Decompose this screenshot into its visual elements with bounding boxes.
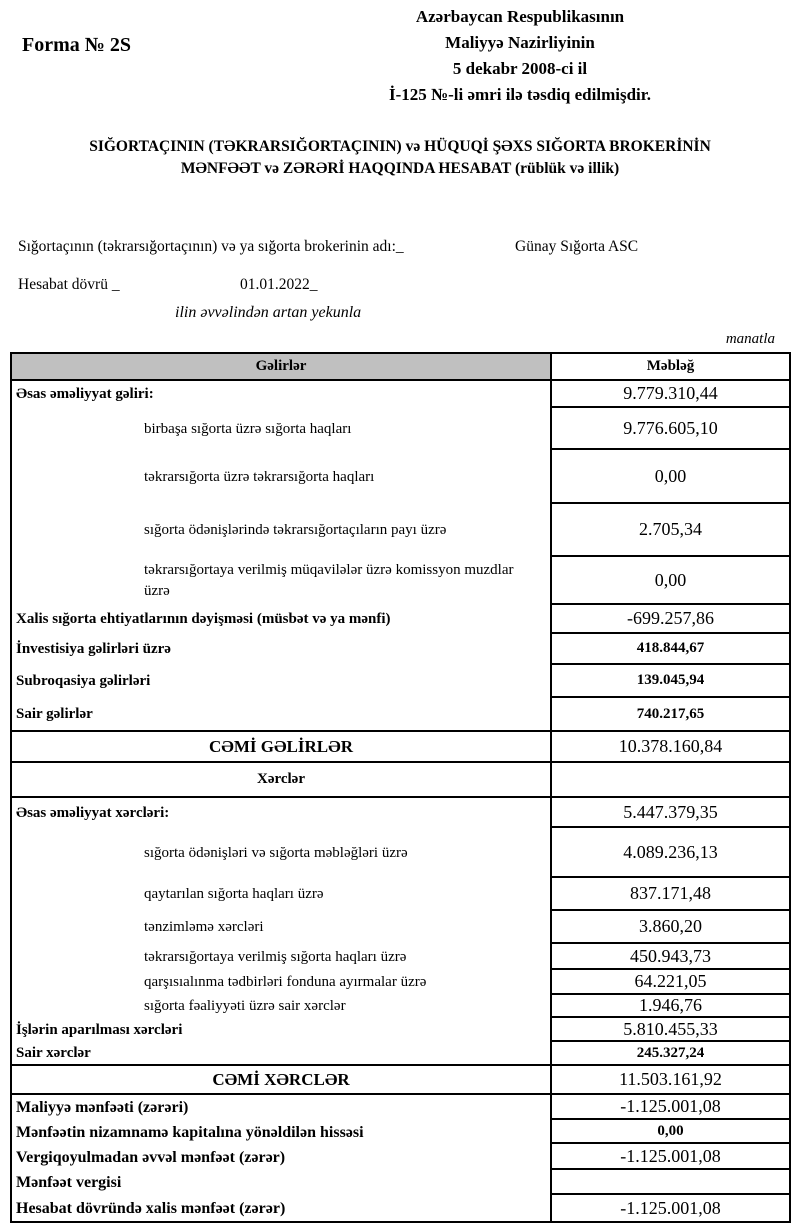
row-value: 0,00 (550, 1120, 789, 1144)
table-row (12, 450, 789, 504)
row-value: 9.779.310,44 (550, 381, 789, 408)
row-value: 64.221,05 (550, 970, 789, 995)
total-income-row (12, 732, 789, 763)
table-row (12, 1095, 789, 1120)
table-row (12, 634, 789, 665)
table-row (12, 698, 789, 732)
row-value: 245.327,24 (550, 1042, 789, 1066)
approval-line: Maliyyə Nazirliyinin (445, 33, 595, 52)
row-value: -699.257,86 (550, 605, 789, 634)
row-value: -1.125.001,08 (550, 1144, 789, 1170)
table-row (12, 828, 789, 878)
report-title-line2: MƏNFƏƏT və ZƏRƏRİ HAQQINDA HESABAT (rüblük və illik) (180, 160, 620, 177)
row-label: Əsas əməliyyat gəliri: (16, 386, 154, 402)
table-row (12, 944, 789, 970)
row-label: Əsas əməliyyat xərcləri: (16, 804, 170, 821)
row-label: İnvestisiya gəlirləri üzrə (16, 641, 171, 657)
row-label: qarşısıalınma tədbirləri fonduna ayırmalar üzrə (144, 974, 427, 990)
currency-note: manatla (725, 331, 775, 347)
report-period-value: 01.01.2022_ (240, 276, 318, 293)
table-row (12, 504, 789, 557)
table-row (12, 878, 789, 911)
table-row (12, 1018, 789, 1042)
report-period-label: Hesabat dövrü _ (18, 276, 120, 293)
row-value: -1.125.001,08 (550, 1195, 789, 1221)
table-row (12, 995, 789, 1018)
row-label: Hesabat dövründə xalis mənfəət (zərər) (16, 1199, 286, 1217)
report-title-line1: SIĞORTAÇININ (TƏKRARSIĞORTAÇININ) və HÜQUQİ ŞƏXS SIĞORTA BROKERİNİN (89, 138, 711, 155)
total-expenses-value: 11.503.161,92 (550, 1066, 789, 1095)
row-value: 5.447.379,35 (550, 798, 789, 828)
form-number: Forma № 2S (22, 34, 131, 56)
expenses-header-cell: Xərclər (12, 763, 550, 798)
amount-header-cell: Məbləğ (550, 354, 789, 381)
row-value: 450.943,73 (550, 944, 789, 970)
row-value: 740.217,65 (550, 698, 789, 732)
row-label: təkrarsığortaya verilmiş müqavilələr üzrə komissyon muzdlar üzrə (144, 562, 514, 599)
row-label: Sair gəlirlər (12, 698, 550, 732)
row-label: təkrarsığortaya verilmiş sığorta haqları üzrə (144, 948, 407, 965)
table-row (12, 1120, 789, 1144)
row-label: sığorta ödənişləri və sığorta məbləğləri üzrə (144, 844, 408, 861)
row-value: 4.089.236,13 (550, 828, 789, 878)
row-label: Subroqasiya gəlirləri (16, 673, 151, 689)
row-value: 9.776.605,10 (550, 408, 789, 450)
table-row (12, 557, 789, 605)
insurer-name-value: Günay Sığorta ASC (515, 238, 639, 255)
table-row (12, 408, 789, 450)
table-header-row (12, 354, 789, 381)
table-row (12, 1170, 789, 1195)
row-label: qaytarılan sığorta haqları üzrə (144, 886, 324, 902)
table-row (12, 1144, 789, 1170)
table-row (12, 605, 789, 634)
total-income-value: 10.378.160,84 (550, 732, 789, 763)
row-label: sığorta ödənişlərində təkrarsığortaçıların payı üzrə (144, 522, 447, 538)
row-value: 837.171,48 (550, 878, 789, 911)
expenses-header-row (12, 763, 789, 798)
total-income-label: CƏMİ GƏLİRLƏR (12, 732, 550, 763)
row-label: Mənfəət vergisi (16, 1174, 122, 1191)
row-value: 0,00 (550, 450, 789, 504)
table-row (12, 381, 789, 408)
row-label: sığorta fəaliyyəti üzrə sair xərclər (144, 998, 346, 1014)
row-value: 3.860,20 (550, 911, 789, 944)
row-label: Vergiqoyulmadan əvvəl mənfəət (zərər) (16, 1148, 286, 1166)
row-value: 418.844,67 (550, 634, 789, 665)
row-label: Xalis sığorta ehtiyatlarının dəyişməsi (müsbət və ya mənfi) (16, 611, 391, 627)
table-row (12, 911, 789, 944)
income-header-cell: Gəlirlər (12, 354, 550, 381)
row-label: Maliyyə mənfəəti (zərəri) (16, 1099, 189, 1116)
row-label: Mənfəətin nizamnamə kapitalına yönəldilən hissəsi (16, 1123, 364, 1141)
row-label: birbaşa sığorta üzrə sığorta haqları (144, 420, 352, 437)
total-expenses-row (12, 1066, 789, 1095)
cumulative-note: ilin əvvəlindən artan yekunla (175, 304, 362, 321)
row-label: təkrarsığorta üzrə təkrarsığorta haqları (144, 468, 375, 485)
row-value: 1.946,76 (550, 995, 789, 1018)
expenses-header-empty-cell (550, 763, 789, 798)
report-title (0, 136, 800, 180)
table-row (12, 1042, 789, 1066)
row-value: -1.125.001,08 (550, 1095, 789, 1120)
approval-line: Azərbaycan Respublikasının (415, 7, 625, 26)
total-expenses-label: CƏMİ XƏRCLƏR (12, 1066, 550, 1095)
row-value: 0,00 (550, 557, 789, 605)
row-value: 2.705,34 (550, 504, 789, 557)
row-value: 139.045,94 (550, 665, 789, 698)
approval-line: İ-125 №-li əmri ilə təsdiq edilmişdir. (389, 85, 651, 104)
row-label: tənzimləmə xərcləri (144, 919, 264, 935)
table-row (12, 970, 789, 995)
row-value (550, 1170, 789, 1195)
row-label: Sair xərclər (12, 1042, 550, 1066)
report-table (10, 352, 791, 1223)
row-value: 5.810.455,33 (550, 1018, 789, 1042)
table-row (12, 798, 789, 828)
approval-line: 5 dekabr 2008-ci il (452, 59, 588, 78)
row-label: İşlərin aparılması xərcləri (16, 1021, 183, 1038)
insurer-name-label: Sığortaçının (təkrarsığortaçının) və ya sığorta brokerinin adı:_ (18, 238, 404, 255)
approval-block (295, 4, 745, 108)
table-row (12, 1195, 789, 1221)
table-row (12, 665, 789, 698)
